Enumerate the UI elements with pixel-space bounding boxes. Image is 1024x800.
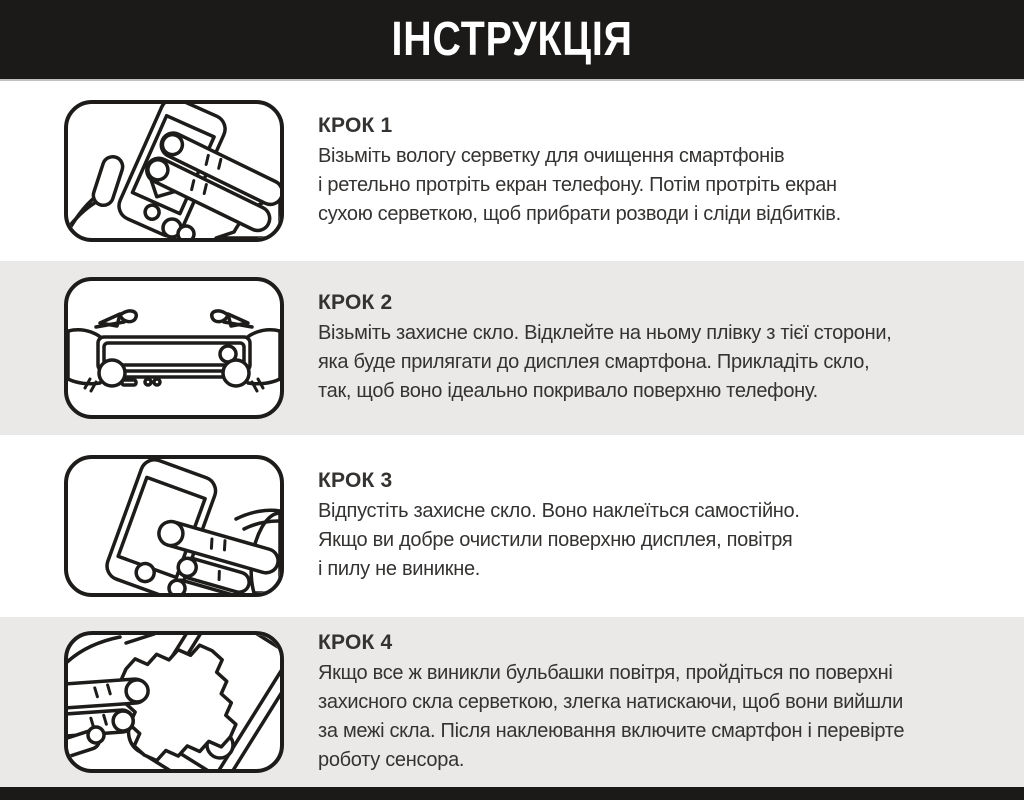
peel-film-and-align-glass-illustration: [68, 281, 280, 415]
port-screw: [145, 379, 151, 385]
fingertip: [178, 226, 194, 238]
step-2-text: [318, 290, 891, 406]
port-screw: [154, 379, 160, 385]
step-text-line: сухою серветкою, щоб прибрати розводи і сліди відбитків.: [318, 203, 841, 225]
film-loop-left: [120, 311, 136, 322]
release-glass-self-adhere-illustration: [68, 459, 280, 593]
step-text-line: Якщо ви добре очистили поверхню дисплея, повітря: [318, 529, 793, 551]
step-text-line: і пилу не виникне.: [318, 558, 481, 580]
clean-screen-with-cloth-illustration: [68, 104, 280, 238]
step-2-row: [0, 261, 1024, 435]
step-3-row: [0, 435, 1024, 617]
step-text-line: Якщо все ж виникли бульбашки повітря, пройдіться по поверхні: [318, 661, 893, 684]
footer-bar: [0, 787, 1024, 800]
smooth-out-air-bubbles-illustration: [68, 635, 280, 769]
step-text-line: Відпустіть захисне скло. Воно наклеїться самостійно.: [318, 500, 800, 522]
step-3-illustration-box: [64, 455, 284, 597]
step-title: КРОК 3: [318, 469, 393, 492]
step-2-illustration-box: [64, 277, 284, 419]
step-text-line: яка буде прилягати до дисплея смартфона. Прикладіть скло,: [318, 351, 870, 373]
step-1-text: [318, 113, 841, 229]
hand-edge-line: [126, 635, 154, 643]
step-4-illustration-box: [64, 631, 284, 773]
page-title: ІНСТРУКЦІЯ: [391, 13, 633, 66]
step-text-line: так, щоб воно ідеально покривало поверхню телефону.: [318, 380, 818, 402]
step-1-row: [0, 81, 1024, 261]
thumb-tip: [88, 727, 104, 743]
step-text-line: за межі скла. Після наклеювання включите смартфон і перевірте: [318, 719, 905, 742]
step-1-illustration-box: [64, 100, 284, 242]
hand-edge-line: [68, 637, 120, 665]
step-4-text: [318, 630, 904, 775]
film-loop-right: [212, 311, 228, 322]
left-thumb: [99, 360, 125, 386]
step-text-line: Візьміть захисне скло. Відклейте на ньому плівку з тієї сторони,: [318, 322, 892, 344]
step-text-line: роботу сенсора.: [318, 748, 465, 771]
step-text-line: і ретельно протріть екран телефону. Потім протріть екран: [318, 174, 837, 196]
step-title: КРОК 1: [318, 114, 393, 137]
step-title: КРОК 2: [318, 291, 393, 314]
header-bar: [0, 0, 1024, 81]
step-text-line: захисного скла серветкою, злегка натискаючи, щоб вони вийшли: [318, 690, 904, 713]
step-title: КРОК 4: [318, 630, 393, 654]
step-4-row: [0, 617, 1024, 787]
step-3-text: [318, 468, 800, 584]
step-text-line: Візьміть вологу серветку для очищення смартфонів: [318, 145, 785, 167]
right-thumb: [223, 360, 249, 386]
